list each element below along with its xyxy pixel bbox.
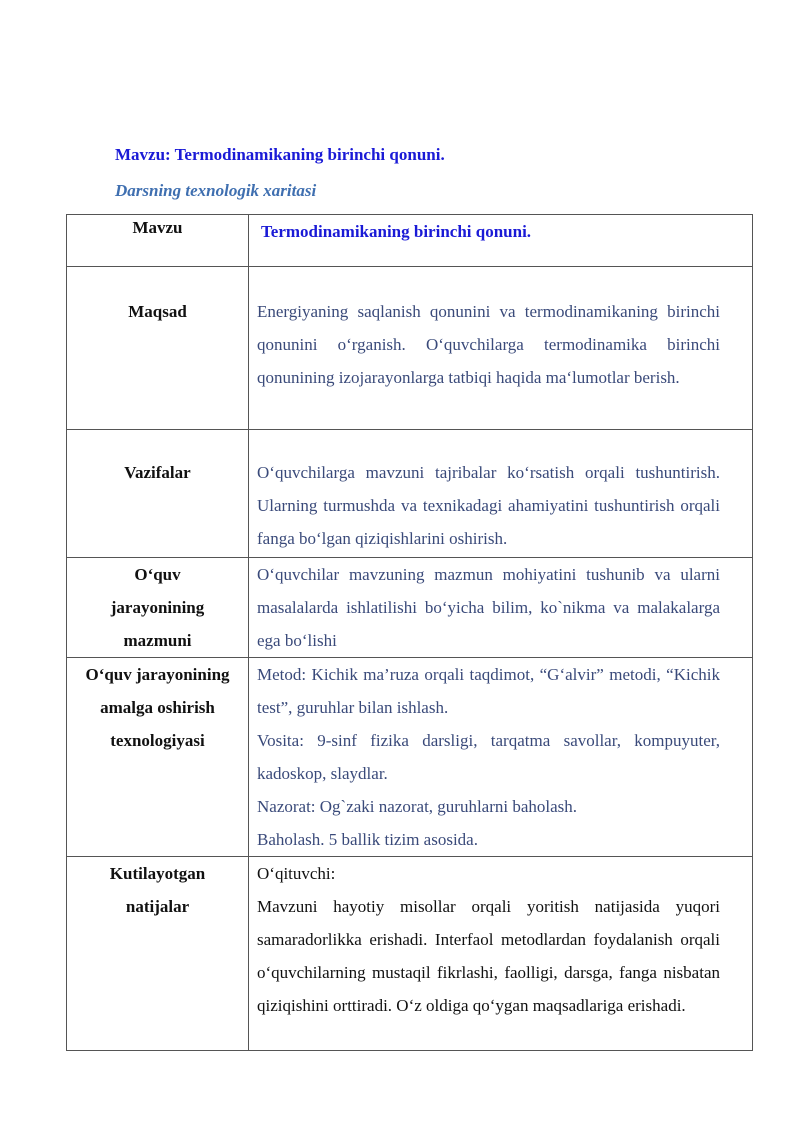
control-line: Nazorat: Og`zaki nazorat, guruhlarni baholash.	[257, 797, 578, 816]
label-content: O‘quv jarayonining mazmuni	[110, 565, 205, 650]
assessment-line: Baholash. 5 ballik tizim asosida.	[257, 830, 478, 849]
lesson-map-table	[66, 214, 753, 1051]
row-label	[67, 215, 249, 267]
page-title: Mavzu: Termodinamikaning birinchi qonuni.	[115, 145, 445, 164]
label-results: Kutilayotgan natijalar	[109, 864, 206, 916]
table-row	[67, 430, 753, 558]
label-maqsad: Maqsad	[128, 302, 187, 321]
table-row	[67, 558, 753, 658]
label-technology: O‘quv jarayonining amalga oshirish texnologiyasi	[85, 665, 230, 750]
table-row	[67, 267, 753, 430]
value-content: O‘quvchilar mavzuning mazmun mohiyatini tushunib va ularni masalalarda ishlatilishi bo‘yicha bilim, ko`nikma va malakalarga ega bo‘lishi	[257, 565, 720, 650]
teacher-label: O‘qituvchi:	[257, 864, 336, 883]
method-line: Metod: Kichik ma’ruza orqali taqdimot, “G‘alvir” metodi, “Kichik test”, guruhlar bilan ishlash.	[257, 665, 720, 717]
row-label	[67, 857, 249, 1051]
table-row	[67, 857, 753, 1051]
row-value	[249, 215, 753, 267]
row-label	[67, 558, 249, 658]
value-tasks: O‘quvchilarga mavzuni tajribalar ko‘rsatish orqali tushuntirish. Ularning turmushda va texnikadagi ahamiyatini tushuntirish orqali fanga bo‘lgan qiziqishlarini oshirish.	[257, 463, 720, 548]
table-row	[67, 658, 753, 857]
value-goal: Energiyaning saqlanish qonunini va termodinamikaning birinchi qonunini o‘rganish. O‘quvchilarga termodinamika birinchi qonunining izojarayonlarga tatbiqi haqida ma‘lumotlar berish.	[257, 302, 720, 387]
row-value	[249, 658, 753, 857]
tools-line: Vosita: 9-sinf fizika darsligi, tarqatma savollar, kompuyuter, kadoskop, slaydlar.	[257, 731, 720, 783]
label-mavzu: Mavzu	[132, 218, 183, 237]
table-row	[67, 215, 753, 267]
value-topic: Termodinamikaning birinchi qonuni.	[261, 222, 532, 241]
row-label	[67, 267, 249, 430]
page-subtitle: Darsning texnologik xaritasi	[115, 181, 317, 200]
row-value	[249, 857, 753, 1051]
row-value	[249, 267, 753, 430]
row-label	[67, 658, 249, 857]
results-text: Mavzuni hayotiy misollar orqali yoritish natijasida yuqori samaradorlikka erishadi. Interfaol metodlardan foydalanish orqali o‘quvchilarning mustaqil fikrlashi, faolligi, darsga, fanga nisbatan qiziqishini orttiradi. O‘z oldiga qo‘ygan maqsadlariga erishadi.	[257, 897, 720, 1015]
label-vazifalar: Vazifalar	[124, 463, 191, 482]
row-value	[249, 558, 753, 658]
row-label	[67, 430, 249, 558]
row-value	[249, 430, 753, 558]
